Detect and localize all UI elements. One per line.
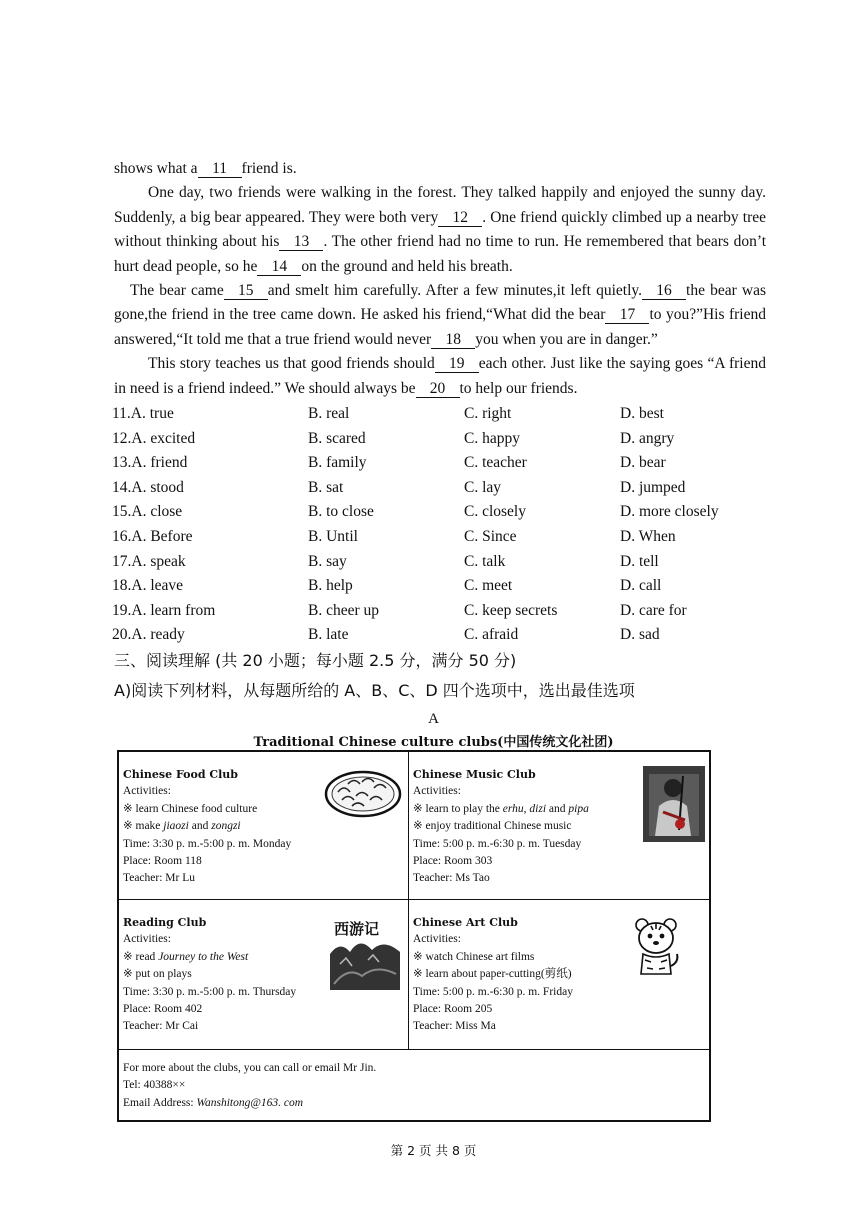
club-teacher: Teacher: Miss Ma [413,1020,496,1033]
option-row [112,451,772,476]
club-place: Place: Room 402 [123,1003,203,1016]
passage-text: you when you are in danger.” [475,330,658,348]
club-name: Chinese Art Club [413,916,518,929]
club-teacher: Teacher: Ms Tao [413,872,490,885]
option-item: C. talk [464,552,506,570]
passage-text: The bear came [130,282,224,300]
blank-18: 18 [431,331,475,349]
activity-item: ※ watch Chinese art films [413,950,535,963]
activities-label: Activities: [123,785,171,798]
option-item: B. to close [308,503,374,521]
passage-text: each other. Just like the saying goes “A friend in need is a friend indeed.” We should always be [114,355,766,397]
blank-14: 14 [257,258,301,276]
tiger-cartoon-icon [631,916,681,978]
option-row [112,550,772,575]
option-item: B. scared [308,429,366,447]
option-item: C. lay [464,478,502,496]
club-time: Time: 5:00 p. m.-6:30 p. m. Tuesday [413,837,582,850]
option-item: D. angry [620,429,675,447]
blank-16: 16 [642,282,686,300]
reading-letter: A [428,711,439,727]
erhu-player-icon [643,766,705,842]
option-item: C. teacher [464,454,527,472]
page-number: 第 2 页 共 8 页 [390,1143,477,1158]
option-item: C. happy [464,429,520,447]
option-row [112,402,772,427]
passage-text: One day, two friends were walking in the forest. They talked happily and enjoyed the sunny day. Suddenly, a big bear appeared. They were both very [114,184,766,226]
club-time: Time: 3:30 p. m.-5:00 p. m. Monday [123,837,292,850]
passage-text: to you?”His friend answered,“It told me that a true friend would never [114,306,766,348]
option-row [112,623,772,648]
section-instruction: A)阅读下列材料，从每题所给的 A、B、C、D 四个选项中，选出最佳选项 [114,681,635,700]
option-item: D. call [620,577,662,595]
passage-text: on the ground and held his breath. [301,257,513,275]
option-item: C. meet [464,577,513,595]
option-item: B. cheer up [308,601,380,619]
club-name: Reading Club [123,916,207,929]
option-item: 15.A. close [112,503,183,521]
club-time: Time: 5:00 p. m.-6:30 p. m. Friday [413,985,573,998]
journey-west-cover-icon [328,914,402,990]
blank-13: 13 [279,233,323,251]
passage-paragraph-2 [114,181,766,279]
option-item: B. real [308,405,350,422]
blank-15: 15 [224,282,268,300]
cloze-passage [114,157,766,401]
contact-line: For more about the clubs, you can call or email Mr Jin. [123,1062,377,1074]
option-item: 19.A. learn from [112,601,216,619]
activity-item: ※ make jiaozi and zongzi [123,820,241,833]
activity-item: ※ read Journey to the West [123,950,249,963]
option-item: B. help [308,577,353,595]
option-item: 11.A. true [112,405,174,422]
activities-label: Activities: [123,933,171,946]
option-item: D. bear [620,454,666,472]
activity-item: ※ enjoy traditional Chinese music [413,820,572,833]
option-item: D. jumped [620,478,686,496]
passage-text: friend is. [241,160,297,177]
option-item: B. late [308,626,349,644]
answer-options [112,402,772,648]
club-place: Place: Room 205 [413,1003,493,1016]
passage-text: . One friend quickly climbed up a nearby tree without thinking about his [114,208,766,251]
option-item: C. closely [464,503,526,521]
option-item: C. keep secrets [464,601,558,619]
option-row [112,525,772,550]
clubs-contact-cell [119,1050,709,1120]
music-club-cell [409,752,709,900]
option-item: 14.A. stood [112,478,184,496]
activities-label: Activities: [413,933,461,946]
club-teacher: Teacher: Mr Cai [123,1020,199,1033]
club-place: Place: Room 303 [413,855,493,868]
option-item: B. say [308,552,347,570]
blank-11: 11 [198,160,242,178]
activities-label: Activities: [413,785,461,798]
passage-text: This story teaches us that good friends should [148,355,435,373]
club-name: Chinese Music Club [413,768,536,781]
section-title: 三、阅读理解 (共 20 小题；每小题 2.5 分，满分 50 分) [114,651,517,670]
option-item: C. right [464,405,512,422]
dumpling-plate-icon [324,770,402,818]
activity-item: ※ put on plays [123,968,192,981]
option-item: B. sat [308,478,344,496]
option-item: C. Since [464,527,517,545]
activity-item: ※ learn about paper-cutting(剪纸) [413,968,572,981]
clubs-title: Traditional Chinese culture clubs(中国传统文化社团) [253,735,614,750]
option-item: 12.A. excited [112,429,196,447]
reading-club-cell [119,900,409,1050]
option-item: 16.A. Before [112,527,193,545]
club-time: Time: 3:30 p. m.-5:00 p. m. Thursday [123,985,297,998]
option-row [112,574,772,599]
option-item: 18.A. leave [112,577,184,595]
passage-paragraph-3 [114,279,766,352]
blank-20: 20 [416,380,460,398]
contact-tel: Tel: 40388×× [123,1079,186,1092]
activity-item: ※ learn Chinese food culture [123,802,258,815]
passage-text: to help our friends. [459,379,578,397]
activity-item: ※ learn to play the erhu, dizi and pipa [413,802,589,815]
option-item: 20.A. ready [112,626,185,644]
option-item: B. Until [308,527,358,545]
option-item: D. When [620,527,676,545]
option-row [112,500,772,525]
club-place: Place: Room 118 [123,855,202,868]
option-item: D. more closely [620,503,719,521]
club-teacher: Teacher: Mr Lu [123,872,195,885]
option-item: 13.A. friend [112,454,188,472]
passage-text: shows what a [114,160,198,177]
option-row [112,599,772,624]
blank-17: 17 [605,306,649,324]
option-row [112,476,772,501]
option-item: 17.A. speak [112,552,186,570]
passage-text: . The other friend had no time to run. He remembered that bears don’t hurt dead people, so he [114,233,767,275]
option-item: D. best [620,405,664,422]
passage-text: the bear was gone,the friend in the tree came down. He asked his friend,“What did the bear [114,282,767,324]
clubs-table [117,750,711,1122]
option-row [112,427,772,452]
option-item: D. sad [620,626,660,644]
contact-email: Email Address: Wanshitong@163. com [123,1096,304,1109]
option-item: B. family [308,454,367,472]
food-club-cell [119,752,409,900]
option-item: D. care for [620,601,687,619]
club-name: Chinese Food Club [123,768,238,781]
option-item: C. afraid [464,626,519,644]
cover-title: 西游记 [334,920,380,938]
passage-paragraph-1 [114,157,766,181]
art-club-cell [409,900,709,1050]
passage-text: and smelt him carefully. After a few minutes,it left quietly. [267,282,643,300]
blank-12: 12 [438,209,482,227]
passage-paragraph-4 [114,352,766,401]
option-item: D. tell [620,552,659,570]
blank-19: 19 [435,355,479,373]
